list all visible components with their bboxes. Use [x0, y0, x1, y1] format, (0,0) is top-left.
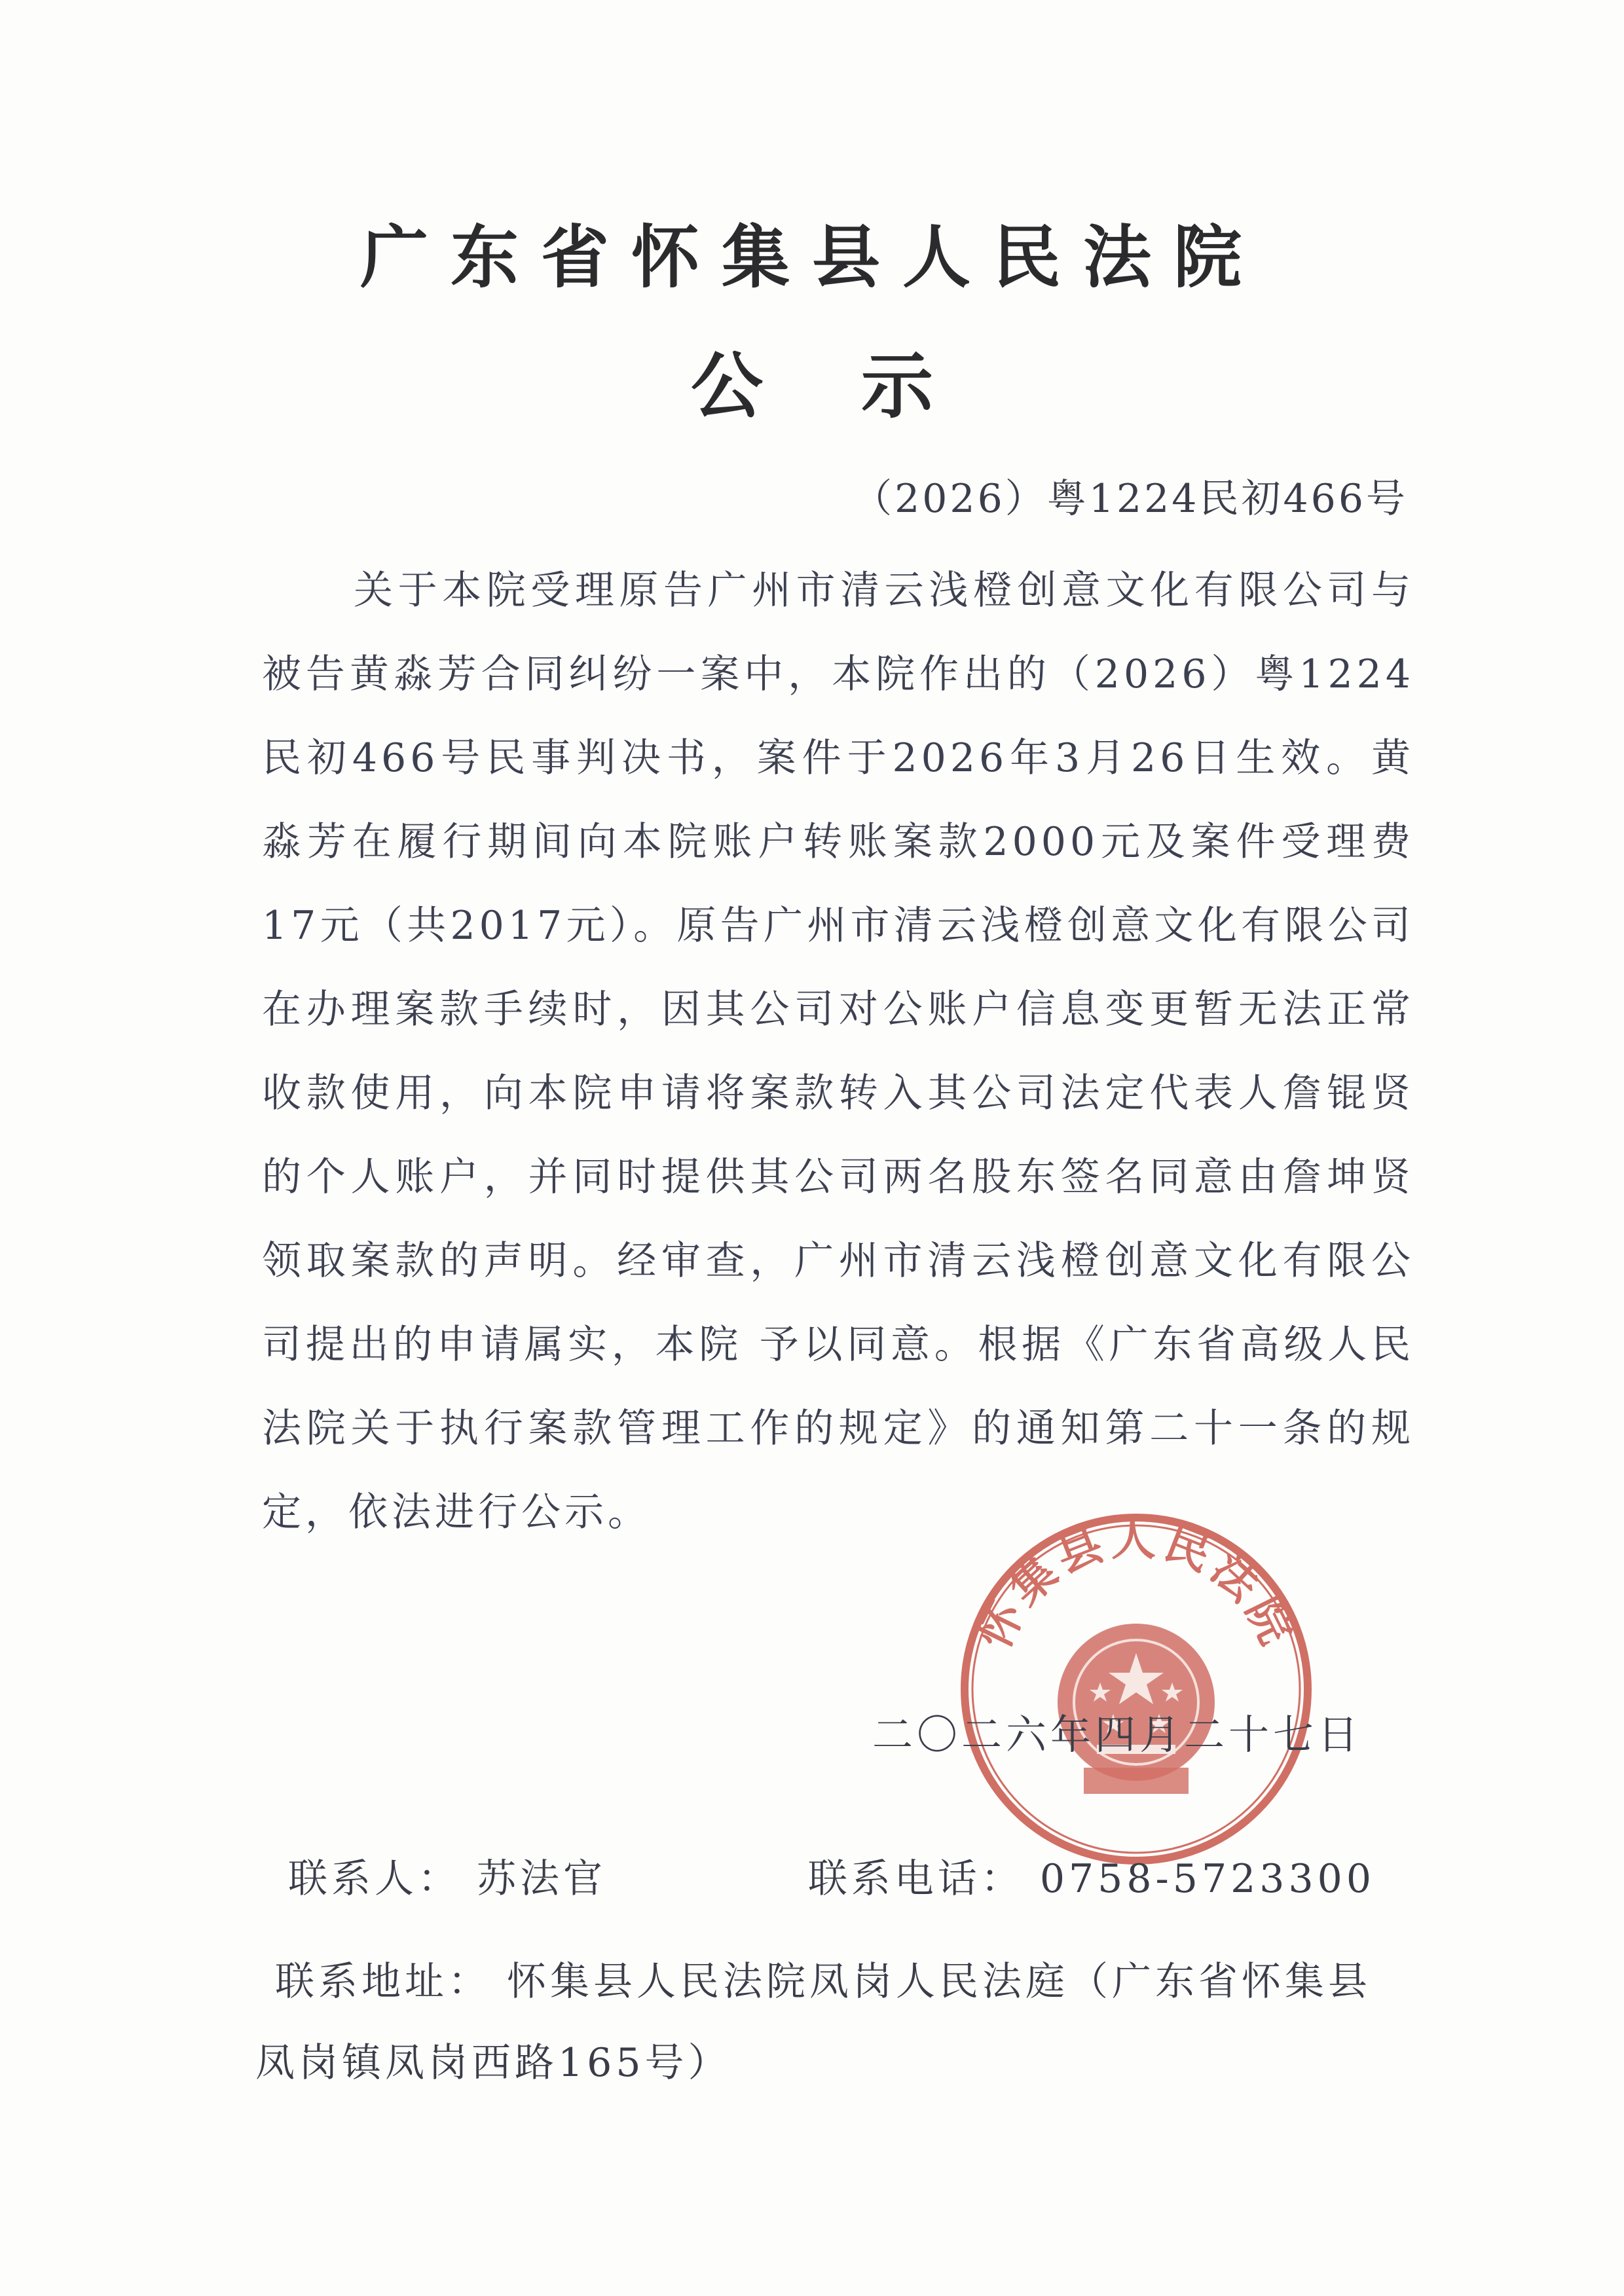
contact-phone-label: 联系电话： — [807, 1856, 1024, 1902]
contact-address-value: 怀集县人民法院凤岗人民法庭（广东省怀集县凤岗镇凤岗西路165号） — [255, 1959, 1371, 2086]
notice-body-paragraph: 关于本院受理原告广州市清云浅橙创意文化有限公司与被告黄淼芳合同纠纷一案中，本院作出的（2026）粤1224民初466号民事判决书，案件于2026年3月26日生效。黄淼芳在履行期间向本院账户转账案款2000元及案件受理费17元（共2017元）。原告广州市清云浅橙创意文化有限公司在办理案款手续时，因其公司对公账户信息变更暂无法正常收款使用，向本院申请将案款转入其公司法定代表人詹锟贤的个人账户，并同时提供其公司两名股东签名同意由詹坤贤领取案款的声明。经审查，广州市清云浅橙创意文化有限公司提出的申请属实，本院 予以同意。根据《广东省高级人民法院关于执行案款管理工作的规定》的通知第二十一条的规定，依法进行公示。 — [262, 568, 1414, 1535]
contact-person-value: 苏法官 — [477, 1856, 606, 1902]
contact-person — [288, 1846, 606, 1912]
contact-address — [255, 1941, 1401, 2104]
document-type-heading: 公示 — [691, 344, 1031, 428]
notice-body — [262, 549, 1414, 1554]
seal-text: 怀集县人民法院 — [968, 1514, 1304, 1657]
court-seal-icon — [953, 1506, 1320, 1872]
contact-person-label: 联系人： — [288, 1856, 461, 1902]
court-name-heading: 广东省怀集县人民法院 — [360, 217, 1264, 297]
contact-phone-value: 0758-5723300 — [1039, 1856, 1375, 1902]
contact-phone — [808, 1846, 1375, 1912]
contact-address-label: 联系地址： — [275, 1959, 491, 2005]
case-number: （2026）粤1224民初466号 — [853, 476, 1408, 522]
issue-date: 二〇二六年四月二十七日 — [872, 1711, 1362, 1758]
